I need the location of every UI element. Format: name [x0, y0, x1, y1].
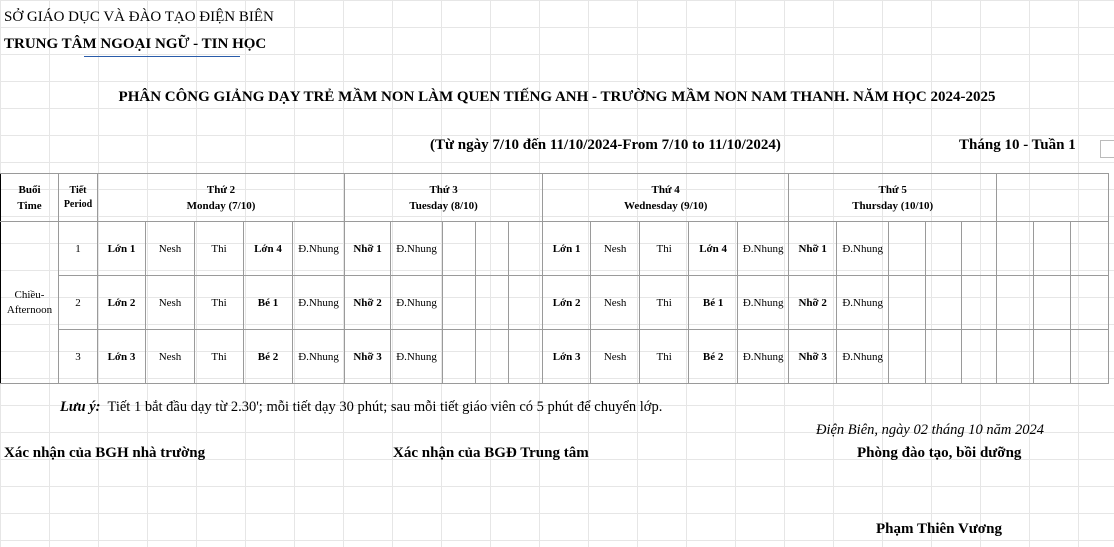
- month-week: Tháng 10 - Tuần 1: [959, 137, 1076, 153]
- header-session: Buổi Time: [1, 174, 59, 222]
- teacher-cell: Nesh: [591, 330, 640, 384]
- teacher-cell: Đ.Nhung: [837, 222, 889, 276]
- empty-cell: [962, 276, 997, 330]
- empty-cell: [1071, 330, 1109, 384]
- signer-name: Phạm Thiên Vương: [876, 521, 1002, 537]
- note-text: Tiết 1 bắt đầu dạy từ 2.30'; mỗi tiết dạy 30 phút; sau mỗi tiết giáo viên có 5 phút để chuyển lớp.: [107, 399, 663, 415]
- header-empty: [997, 174, 1109, 222]
- teacher-cell: Thi: [640, 276, 689, 330]
- empty-cell: [926, 276, 962, 330]
- teacher-cell: Đ.Nhung: [391, 330, 443, 384]
- org-line2: TRUNG TÂM NGOẠI NGỮ - TIN HỌC: [4, 36, 267, 52]
- class-cell: Lớn 3: [543, 330, 591, 384]
- empty-cell: [889, 222, 926, 276]
- org-underline: [84, 56, 240, 57]
- empty-cell: [997, 276, 1034, 330]
- class-cell: Lớn 3: [98, 330, 146, 384]
- period-cell: 1: [59, 222, 98, 276]
- header-period: Tiết Period: [59, 174, 98, 222]
- teacher-cell: Nesh: [146, 330, 195, 384]
- empty-cell: [997, 330, 1034, 384]
- class-cell: Lớn 4: [689, 222, 738, 276]
- empty-cell: [1034, 222, 1071, 276]
- empty-cell: [889, 276, 926, 330]
- empty-cell: [443, 222, 476, 276]
- teacher-cell: Đ.Nhung: [293, 276, 345, 330]
- empty-cell: [443, 276, 476, 330]
- teacher-cell: Đ.Nhung: [293, 330, 345, 384]
- teacher-cell: Đ.Nhung: [837, 330, 889, 384]
- teacher-cell: Đ.Nhung: [391, 276, 443, 330]
- class-cell: Lớn 4: [244, 222, 293, 276]
- empty-cell: [997, 222, 1034, 276]
- empty-cell: [476, 330, 509, 384]
- period-cell: 3: [59, 330, 98, 384]
- teacher-cell: Đ.Nhung: [738, 276, 789, 330]
- class-cell: Lớn 2: [98, 276, 146, 330]
- empty-cell: [509, 330, 543, 384]
- signature-school: Xác nhận của BGH nhà trường: [4, 445, 206, 461]
- empty-cell: [889, 330, 926, 384]
- empty-cell: [1071, 276, 1109, 330]
- teacher-cell: Thi: [195, 330, 244, 384]
- table-row: [1, 222, 1109, 276]
- empty-cell: [962, 330, 997, 384]
- teacher-cell: Đ.Nhung: [738, 330, 789, 384]
- empty-cell: [1071, 222, 1109, 276]
- class-cell: Bé 2: [244, 330, 293, 384]
- empty-cell: [962, 222, 997, 276]
- class-cell: Nhỡ 3: [789, 330, 837, 384]
- class-cell: Lớn 2: [543, 276, 591, 330]
- document-title: PHÂN CÔNG GIẢNG DẠY TRẺ MẦM NON LÀM QUEN TIẾNG ANH - TRƯỜNG MẦM NON NAM THANH. NĂM HỌC 2024-2025: [118, 89, 996, 105]
- teacher-cell: Đ.Nhung: [837, 276, 889, 330]
- signature-center: Xác nhận của BGĐ Trung tâm: [393, 445, 589, 461]
- class-cell: Bé 1: [689, 276, 738, 330]
- teacher-cell: Nesh: [591, 222, 640, 276]
- teacher-cell: Thi: [640, 222, 689, 276]
- teacher-cell: Nesh: [146, 276, 195, 330]
- note-label: Lưu ý:: [60, 399, 101, 415]
- class-cell: Nhỡ 2: [345, 276, 391, 330]
- note: [60, 399, 662, 416]
- empty-cell: [476, 276, 509, 330]
- class-cell: Nhỡ 2: [789, 276, 837, 330]
- header-day-thursday: Thứ 5 Thursday (10/10): [789, 174, 997, 222]
- class-cell: Bé 1: [244, 276, 293, 330]
- class-cell: Bé 2: [689, 330, 738, 384]
- header-day-wednesday: Thứ 4 Wednesday (9/10): [543, 174, 789, 222]
- org-line1: SỞ GIÁO DỤC VÀ ĐÀO TẠO ĐIỆN BIÊN: [4, 9, 274, 25]
- teacher-cell: Nesh: [146, 222, 195, 276]
- class-cell: Lớn 1: [98, 222, 146, 276]
- empty-cell: [443, 330, 476, 384]
- header-day-monday: Thứ 2 Monday (7/10): [98, 174, 345, 222]
- class-cell: Nhỡ 1: [345, 222, 391, 276]
- table-row: [1, 330, 1109, 384]
- empty-cell: [476, 222, 509, 276]
- teacher-cell: Đ.Nhung: [293, 222, 345, 276]
- signature-training-dept: Phòng đào tạo, bồi dưỡng: [857, 445, 1022, 461]
- edge-cell-box: [1100, 140, 1114, 158]
- signature-date: Điện Biên, ngày 02 tháng 10 năm 2024: [816, 422, 1044, 438]
- class-cell: Lớn 1: [543, 222, 591, 276]
- empty-cell: [926, 222, 962, 276]
- empty-cell: [1034, 276, 1071, 330]
- teacher-cell: Thi: [195, 276, 244, 330]
- schedule-table: [0, 173, 1109, 384]
- empty-cell: [509, 276, 543, 330]
- teacher-cell: Đ.Nhung: [391, 222, 443, 276]
- date-range: (Từ ngày 7/10 đến 11/10/2024-From 7/10 to 11/10/2024): [430, 137, 781, 153]
- header-day-tuesday: Thứ 3 Tuesday (8/10): [345, 174, 543, 222]
- table-header-row: [1, 174, 1109, 222]
- table-row: [1, 276, 1109, 330]
- teacher-cell: Đ.Nhung: [738, 222, 789, 276]
- class-cell: Nhỡ 3: [345, 330, 391, 384]
- session-cell: Chiều- Afternoon: [1, 222, 59, 384]
- empty-cell: [926, 330, 962, 384]
- teacher-cell: Thi: [640, 330, 689, 384]
- empty-cell: [1034, 330, 1071, 384]
- teacher-cell: Thi: [195, 222, 244, 276]
- empty-cell: [509, 222, 543, 276]
- class-cell: Nhỡ 1: [789, 222, 837, 276]
- teacher-cell: Nesh: [591, 276, 640, 330]
- period-cell: 2: [59, 276, 98, 330]
